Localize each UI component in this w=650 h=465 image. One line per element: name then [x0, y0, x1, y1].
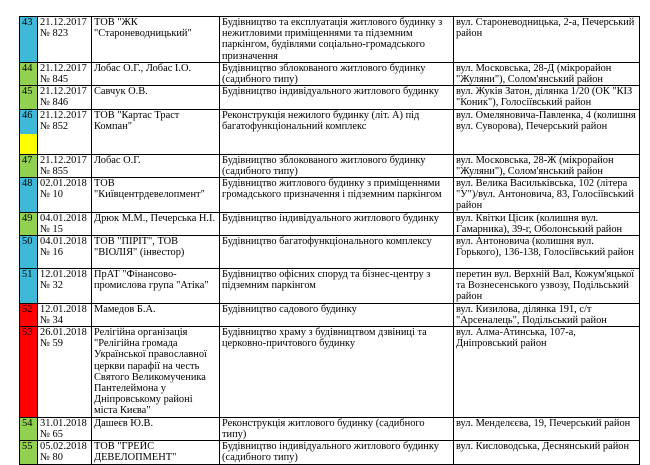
date-cell [38, 303, 92, 326]
row-number: 48 [22, 178, 33, 190]
row-number: 47 [22, 154, 33, 166]
table-row [20, 62, 640, 85]
description: Будівництво індивідуального житлового будинку (садибного типу) [222, 441, 439, 464]
address: вул. Менделєєва, 19, Печерський район [456, 417, 631, 429]
address: перетин вул. Верхній Вал, Кожум'яцької та Вознесенського узвозу, Подільський район [456, 269, 635, 303]
yellow-flag [20, 134, 37, 154]
address-cell [454, 327, 640, 418]
doc-number: № 846 [40, 97, 69, 109]
table-row [20, 327, 640, 418]
address-cell [454, 109, 640, 154]
doc-number: № 15 [40, 223, 63, 235]
description-cell [220, 417, 454, 440]
description: Будівництво та експлуатація житлового будинку з нежитловими приміщеннями та підземним паркінгом, будівлями соціально-громадського призначення [222, 17, 443, 62]
applicant: Лобас О.Г. [94, 154, 141, 166]
applicant-cell [92, 109, 220, 154]
applicant: Релігійна організація "Релігійна громада Української православної церкви парафії на честь Святого Великомученика Пантелеймона у Дніпровському районі міста Києва" [94, 327, 207, 417]
applicant-cell [92, 417, 220, 440]
applicant: Савчук О.В. [94, 86, 148, 98]
row-number: 53 [22, 327, 33, 339]
address: вул. Квітки Цісик (колишня вул. Гамарника), 39-г, Оболонський район [456, 212, 623, 235]
description: Реконструкція нежилого будинку (літ. А) під багатофункціональний комплекс [222, 109, 420, 132]
description-cell [220, 236, 454, 269]
applicant-cell [92, 236, 220, 269]
date-cell [38, 269, 92, 304]
applicant: ПрАТ "Фінансово-промислова група "Атіка" [94, 269, 209, 292]
applicant: Дрюк М.М., Печерська Н.І. [94, 212, 216, 224]
description-cell [220, 441, 454, 464]
row-number: 43 [22, 17, 33, 28]
table-row [20, 212, 640, 235]
date: 31.01.2018 [40, 417, 87, 429]
date-cell [38, 327, 92, 418]
doc-number: № 65 [40, 428, 63, 440]
row-number-cell [20, 86, 38, 109]
row-number: 50 [22, 236, 33, 248]
date: 21.12.2017 [40, 62, 87, 74]
address-cell [454, 17, 640, 63]
applicant: Дашеєв Ю.В. [94, 417, 154, 429]
applicant-cell [92, 178, 220, 213]
address: вул. Московська, 28-Д (мікрорайон "Жуляни"), Солом'янський район [456, 62, 612, 86]
date: 21.12.2017 [40, 109, 87, 121]
description: Реконструкція житлового будинку (садибного типу) [222, 417, 425, 440]
description-cell [220, 212, 454, 235]
doc-number: № 32 [40, 280, 63, 292]
description: Будівництво зблокованого житлового будинку (садибного типу) [222, 62, 426, 86]
description-cell [220, 86, 454, 109]
doc-number: № 852 [40, 120, 69, 132]
date: 21.12.2017 [40, 154, 87, 166]
description: Будівництво багатофункціонального комплексу [222, 236, 432, 248]
permits-table [19, 16, 640, 465]
doc-number: № 34 [40, 314, 63, 326]
table-row [20, 86, 640, 109]
applicant-cell [92, 17, 220, 63]
date: 12.01.2018 [40, 269, 87, 281]
applicant: ТОВ "ЖК "Староневодницький" [94, 17, 192, 40]
description: Будівництво офісних споруд та бізнес-центру з підземним паркінгом [222, 269, 431, 292]
applicant: ТОВ "Картас Траст Компан" [94, 109, 180, 132]
date-cell [38, 236, 92, 269]
row-number-cell [20, 212, 38, 235]
row-number: 52 [22, 303, 33, 315]
date-cell [38, 109, 92, 154]
row-number-cell [20, 303, 38, 326]
description-cell [220, 178, 454, 213]
table-row [20, 178, 640, 213]
description: Будівництво індивідуального житлового будинку [222, 86, 439, 98]
row-number: 46 [22, 109, 33, 121]
applicant-cell [92, 441, 220, 464]
doc-number: № 845 [40, 74, 69, 86]
table-row [20, 441, 640, 464]
address: вул. Антоновича (колишня вул. Горького), 136-138, Голосіївський район [456, 236, 634, 259]
description-cell [220, 269, 454, 304]
address-cell [454, 441, 640, 464]
date-cell [38, 62, 92, 85]
address-cell [454, 62, 640, 85]
date-cell [38, 86, 92, 109]
row-number-cell [20, 17, 38, 63]
description: Будівництво зблокованого житлового будинку (садибного типу) [222, 154, 426, 177]
row-number-cell [20, 236, 38, 269]
applicant: Лобас О.Г., Лобас І.О. [94, 62, 192, 74]
address-cell [454, 154, 640, 177]
address-cell [454, 303, 640, 326]
description-cell [220, 327, 454, 418]
date: 02.01.2018 [40, 178, 87, 190]
doc-number: № 59 [40, 338, 63, 350]
row-number-cell [20, 178, 38, 213]
row-number: 54 [22, 417, 33, 429]
date-cell [38, 17, 92, 63]
table-row [20, 109, 640, 154]
address-cell [454, 236, 640, 269]
description-cell [220, 303, 454, 326]
row-number-cell [20, 417, 38, 440]
address-cell [454, 178, 640, 213]
applicant-cell [92, 212, 220, 235]
doc-number: № 855 [40, 165, 69, 177]
address-cell [454, 269, 640, 304]
date-cell [38, 154, 92, 177]
row-number-cell [20, 269, 38, 304]
applicant: Мамедов Б.А. [94, 303, 156, 315]
applicant-cell [92, 269, 220, 304]
table-row [20, 236, 640, 269]
description: Будівництво храму з будівництвом дзвіниці та церковно-причтового будинку [222, 327, 427, 350]
applicant-cell [92, 327, 220, 418]
date-cell [38, 417, 92, 440]
doc-number: № 80 [40, 452, 63, 464]
row-number: 45 [22, 86, 33, 98]
applicant: ТОВ "Київцентрдевелопмент" [94, 178, 205, 201]
applicant: ТОВ "ПІРІТ", ТОВ "ВІОЛІЯ" (інвестор) [94, 236, 185, 259]
date: 21.12.2017 [40, 17, 87, 28]
description: Будівництво садового будинку [222, 303, 357, 315]
address: вул. Кисловодська, Деснянський район [456, 441, 630, 453]
address: вул. Велика Васильківська, 102 (літера "У")/вул. Антоновича, 83, Голосіївський район [456, 178, 634, 212]
row-number-cell [20, 327, 38, 418]
address-cell [454, 417, 640, 440]
doc-number: № 10 [40, 189, 63, 201]
address-cell [454, 86, 640, 109]
applicant-cell [92, 303, 220, 326]
address: вул. Алма-Атинська, 107-а, Дніпровський район [456, 327, 576, 350]
applicant: ТОВ "ГРЕЙС ДЕВЕЛОПМЕНТ" [94, 441, 177, 464]
date: 04.01.2018 [40, 236, 87, 248]
row-number: 55 [22, 441, 33, 453]
address: вул. Омеляновича-Павленка, 4 (колишня вул. Суворова), Печерський район [456, 109, 636, 132]
description-cell [220, 17, 454, 63]
date-cell [38, 441, 92, 464]
doc-number: № 16 [40, 247, 63, 259]
date: 26.01.2018 [40, 327, 87, 339]
row-number: 44 [22, 62, 33, 74]
address: вул. Кизилова, ділянка 191, с/т "Арсеналець", Подільський район [456, 303, 607, 326]
applicant-cell [92, 154, 220, 177]
description-cell [220, 109, 454, 154]
table-row [20, 417, 640, 440]
description-cell [220, 154, 454, 177]
table-row [20, 303, 640, 326]
description: Будівництво житлового будинку з приміщеннями громадського призначення і підземним паркінгом [222, 178, 442, 201]
applicant-cell [92, 62, 220, 85]
date: 21.12.2017 [40, 86, 87, 98]
doc-number: № 823 [40, 28, 69, 40]
row-number-cell [20, 154, 38, 177]
row-number-cell [20, 109, 38, 154]
applicant-cell [92, 86, 220, 109]
description: Будівництво індивідуального житлового будинку [222, 212, 439, 224]
date: 04.01.2018 [40, 212, 87, 224]
date-cell [38, 212, 92, 235]
date: 05.02.2018 [40, 441, 87, 453]
table-row [20, 17, 640, 63]
date-cell [38, 178, 92, 213]
address: вул. Староневодницька, 2-а, Печерський район [456, 17, 635, 40]
row-number-cell [20, 62, 38, 85]
description-cell [220, 62, 454, 85]
table-row [20, 154, 640, 177]
row-number: 51 [22, 269, 33, 281]
address: вул. Жуків Затон, ділянка 1/20 (ОК "КІЗ "Коник"), Голосіївський район [456, 86, 633, 109]
date: 12.01.2018 [40, 303, 87, 315]
address-cell [454, 212, 640, 235]
table-row [20, 269, 640, 304]
address: вул. Московська, 28-Ж (мікрорайон "Жуляни"), Солом'янський район [456, 154, 614, 177]
row-number: 49 [22, 212, 33, 224]
row-number-cell [20, 441, 38, 464]
